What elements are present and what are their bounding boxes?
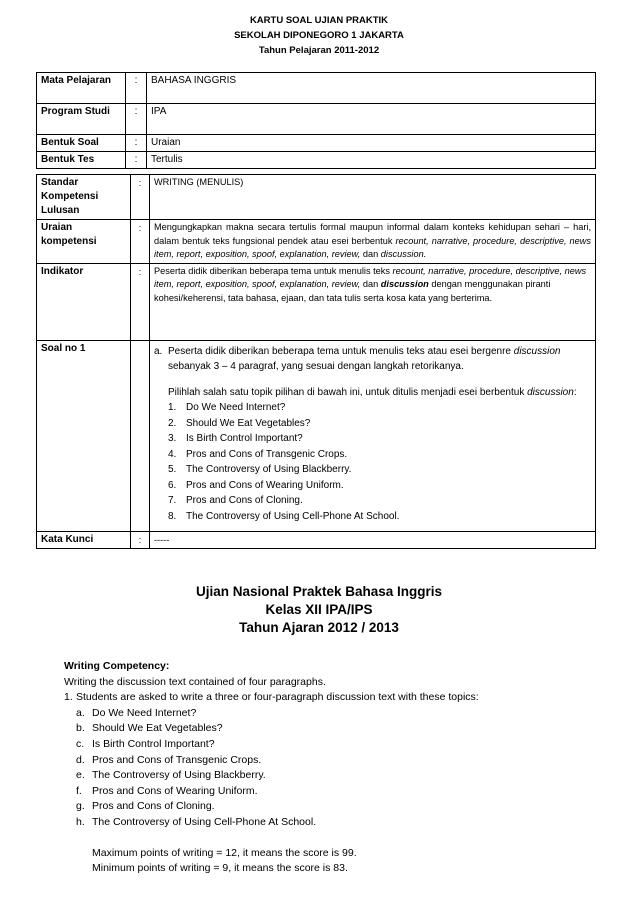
info-row-question-form: [37, 135, 596, 152]
instruction-text: Pilihlah salah satu topik pilihan di bawah ini, untuk ditulis menjadi esei berbentuk: [168, 386, 525, 398]
header-school: SEKOLAH DIPONEGORO 1 JAKARTA: [234, 30, 404, 41]
writing-topic-text: Do We Need Internet?: [92, 706, 197, 719]
writing-topic-marker: d.: [76, 753, 85, 766]
info-row-subject: [37, 73, 596, 104]
detail-table: [36, 174, 596, 549]
row-kata-kunci: [37, 531, 596, 548]
uraian-colon: :: [131, 220, 150, 264]
row-indikator: [37, 263, 596, 340]
info-label: Bentuk Tes: [37, 152, 126, 169]
topic-item: [154, 478, 591, 494]
topic-text: Do We Need Internet?: [186, 402, 286, 413]
topic-number: 4.: [168, 448, 177, 460]
uraian-and: dan: [362, 249, 379, 259]
uraian-value: [150, 220, 596, 264]
soal-instruction: [154, 385, 591, 401]
exam-title-line1: Ujian Nasional Praktek Bahasa Inggris: [195, 584, 443, 599]
writing-topic-marker: a.: [76, 706, 85, 719]
writing-topic-marker: c.: [76, 737, 85, 750]
topic-item: [154, 493, 591, 509]
indikator-text: Peserta didik diberikan beberapa tema untuk menulis teks: [154, 265, 390, 276]
soal-content: [150, 340, 596, 531]
writing-topic: [64, 799, 604, 815]
info-row-program: [37, 104, 596, 135]
writing-topic-text: Should We Eat Vegetables?: [92, 722, 223, 735]
writing-topic: [64, 721, 604, 737]
info-colon: :: [126, 104, 147, 135]
topic-text: Pros and Cons of Cloning.: [186, 495, 303, 506]
topic-number: 1.: [168, 402, 177, 413]
topic-number: 8.: [168, 510, 177, 522]
writing-item-marker: 1.: [64, 691, 73, 704]
topic-number: 2.: [168, 417, 177, 429]
writing-topic-marker: e.: [76, 769, 85, 782]
row-soal: [37, 340, 596, 531]
writing-topic-marker: f.: [76, 784, 82, 797]
writing-competency-section: [64, 659, 604, 877]
indikator-end: dengan menggunakan piranti kohesi/keherensi, tata bahasa, ejaan, dan tata tulis serta kosa kata yang berterima.: [154, 279, 551, 303]
soal-a-text: Peserta didik diberikan beberapa tema untuk menulis teks atau esei bergenre: [168, 345, 511, 357]
writing-topic-marker: g.: [76, 800, 85, 813]
info-value: BAHASA INGGRIS: [147, 73, 596, 104]
exam-title-line3: Tahun Ajaran 2012 / 2013: [239, 620, 399, 635]
kata-kunci-value: -----: [150, 531, 596, 548]
topic-text: Pros and Cons of Wearing Uniform.: [186, 479, 344, 491]
instruction-colon: :: [573, 386, 577, 398]
writing-topic: [64, 753, 604, 769]
indikator-and: dan: [362, 279, 379, 289]
writing-item-text: Students are asked to write a three or four-paragraph discussion text with these topics:: [76, 691, 479, 704]
topic-text: Pros and Cons of Transgenic Crops.: [186, 448, 348, 460]
soal-item-a: [154, 344, 591, 375]
indikator-discussion: discussion: [380, 279, 429, 289]
info-value: IPA: [147, 104, 596, 135]
topic-text: Should We Eat Vegetables?: [186, 417, 311, 429]
info-colon: :: [126, 152, 147, 169]
standar-value: WRITING (MENULIS): [150, 175, 596, 220]
soal-colon: [131, 340, 150, 531]
writing-topic: [64, 737, 604, 753]
soal-label: Soal no 1: [37, 340, 131, 531]
info-colon: :: [126, 135, 147, 152]
topic-text: The Controversy of Using Cell-Phone At School.: [186, 510, 400, 522]
writing-item-1: [64, 690, 604, 706]
indikator-label: Indikator: [37, 263, 131, 340]
writing-max-note: Maximum points of writing = 12, it means the score is 99.: [92, 846, 357, 859]
standar-label: Standar Kompetensi Lulusan: [37, 175, 131, 220]
writing-topic-text: Is Birth Control Important?: [92, 737, 215, 750]
writing-topic-text: Pros and Cons of Transgenic Crops.: [92, 753, 262, 766]
writing-topic-marker: b.: [76, 722, 85, 735]
info-label: Program Studi: [37, 104, 126, 135]
info-row-test-form: [37, 152, 596, 169]
soal-topic-list: [154, 400, 591, 524]
info-table: [36, 72, 596, 169]
topic-item: [154, 447, 591, 463]
topic-item: [154, 509, 591, 525]
topic-text: Is Birth Control Important?: [186, 433, 303, 444]
uraian-last-genre: discussion.: [380, 249, 427, 259]
writing-intro: Writing the discussion text contained of four paragraphs.: [64, 675, 326, 688]
soal-a-discussion: discussion: [513, 345, 561, 357]
soal-marker: a.: [154, 345, 163, 357]
indikator-value: [150, 263, 596, 340]
writing-topic-text: Pros and Cons of Cloning.: [92, 800, 215, 813]
indikator-colon: :: [131, 263, 150, 340]
uraian-label: Uraian kompetensi: [37, 220, 131, 264]
info-value: Uraian: [147, 135, 596, 152]
header-year: Tahun Pelajaran 2011-2012: [258, 45, 380, 56]
writing-topic: [64, 784, 604, 800]
writing-topic-text: The Controversy of Using Cell-Phone At School.: [92, 815, 317, 828]
info-colon: :: [126, 73, 147, 104]
instruction-discussion: discussion: [527, 386, 574, 398]
header-title: KARTU SOAL UJIAN PRAKTIK: [249, 15, 389, 26]
standar-colon: :: [131, 175, 150, 220]
card-header: [0, 13, 638, 58]
writing-topic-text: Pros and Cons of Wearing Uniform.: [92, 784, 258, 797]
info-value: Tertulis: [147, 152, 596, 169]
info-label: Mata Pelajaran: [37, 73, 126, 104]
topic-item: [154, 431, 591, 447]
topic-item: [154, 400, 591, 416]
soal-a-text2: sebanyak 3 – 4 paragraf, yang sesuai dengan langkah retorikanya.: [168, 361, 464, 372]
row-standar: [37, 175, 596, 220]
kata-kunci-label: Kata Kunci: [37, 531, 131, 548]
row-uraian: [37, 220, 596, 264]
kata-kunci-colon: :: [131, 531, 150, 548]
topic-item: [154, 462, 591, 478]
topic-item: [154, 416, 591, 432]
topic-number: 5.: [168, 464, 177, 475]
writing-topic: [64, 706, 604, 722]
writing-topic-list: [64, 706, 604, 831]
topic-text: The Controversy of Using Blackberry.: [186, 464, 352, 475]
topic-number: 7.: [168, 495, 177, 506]
writing-min-note: Minimum points of writing = 9, it means the score is 83.: [92, 862, 348, 875]
topic-number: 6.: [168, 479, 177, 491]
writing-topic: [64, 815, 604, 831]
uraian-text: Mengungkapkan makna secara tertulis formal maupun informal dalam konteks kehidupan sehari – hari, dalam bentuk teks fungsional pendek atau esei berbentuk: [154, 222, 591, 246]
indikator-genres: recount, narrative, procedure, descriptive, news item, report, exposition, spoof, explanation, review,: [154, 265, 587, 289]
info-label: Bentuk Soal: [37, 135, 126, 152]
exam-title: [0, 583, 638, 637]
writing-topic-marker: h.: [76, 815, 85, 828]
topic-number: 3.: [168, 433, 177, 444]
writing-topic-text: The Controversy of Using Blackberry.: [92, 769, 266, 782]
uraian-genres: recount, narrative, procedure, descriptive, news item, report, exposition, spoof, explanation, review,: [154, 235, 591, 259]
writing-heading: Writing Competency:: [64, 660, 170, 672]
writing-topic: [64, 768, 604, 784]
exam-title-line2: Kelas XII IPA/IPS: [265, 602, 373, 617]
